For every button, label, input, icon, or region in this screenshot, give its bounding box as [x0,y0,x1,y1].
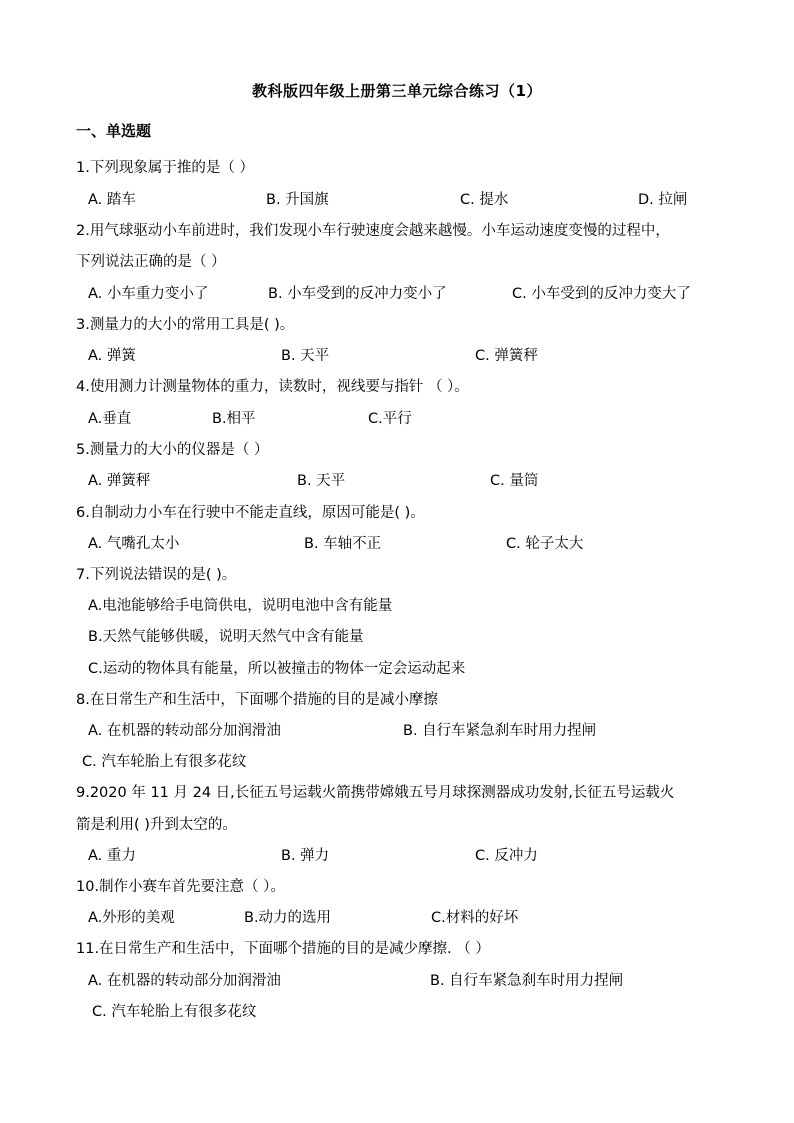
question-3-option-a: A. 弹簧 [88,348,136,364]
question-10-option-b: B.动力的选用 [244,910,332,926]
question-9-option-b: B. 弹力 [281,848,330,864]
question-4-option-a: A.垂直 [88,411,132,427]
question-2-option-a: A. 小车重力变小了 [88,286,209,302]
question-5-option-b: B. 天平 [297,473,346,489]
section-heading: 一、单选题 [76,122,152,140]
question-5-stem: 5.测量力的大小的仪器是（ ） [76,442,269,458]
question-6-stem: 6.自制动力小车在行驶中不能走直线，原因可能是( )。 [76,505,425,521]
question-10-stem: 10.制作小赛车首先要注意（ ）。 [76,879,285,895]
question-7-option-c: C.运动的物体具有能量，所以被撞击的物体一定会运动起来 [88,661,466,677]
question-10-option-c: C.材料的好坏 [431,910,519,926]
question-10-option-a: A.外形的美观 [88,910,175,926]
question-6-option-c: C. 轮子太大 [506,536,584,552]
question-6-option-b: B. 车轴不正 [304,536,382,552]
question-9-option-c: C. 反冲力 [475,848,538,864]
question-1-option-c: C. 提水 [460,192,509,208]
question-4-option-c: C.平行 [368,411,412,427]
question-7-option-a: A.电池能够给手电筒供电，说明电池中含有能量 [88,598,393,614]
question-5-option-c: C. 量筒 [490,473,539,489]
document-title: 教科版四年级上册第三单元综合练习（1） [252,82,542,100]
question-3-option-b: B. 天平 [281,348,330,364]
question-5-option-a: A. 弹簧秤 [88,473,151,489]
question-8-option-c: C. 汽车轮胎上有很多花纹 [82,754,247,770]
question-2-option-c: C. 小车受到的反冲力变大了 [512,286,691,302]
question-11-option-c: C. 汽车轮胎上有很多花纹 [92,1004,257,1020]
question-3-option-c: C. 弹簧秤 [475,348,538,364]
question-1-option-a: A. 踏车 [88,192,136,208]
question-9-stem-line-2: 箭是利用( )升到太空的。 [76,817,237,833]
question-11-stem: 11.在日常生产和生活中，下面哪个措施的目的是减少摩擦. （ ） [76,941,490,957]
question-11-option-a: A. 在机器的转动部分加润滑油 [88,973,281,989]
question-1-option-b: B. 升国旗 [266,192,329,208]
question-11-option-b: B. 自行车紧急刹车时用力捏闸 [430,973,624,989]
question-2-option-b: B. 小车受到的反冲力变小了 [268,286,447,302]
question-4-option-b: B.相平 [212,411,256,427]
question-1-stem: 1.下列现象属于推的是（ ） [76,160,254,176]
question-4-stem: 4.使用测力计测量物体的重力，读数时，视线要与指针 （ ）。 [76,379,469,395]
question-3-stem: 3.测量力的大小的常用工具是( )。 [76,317,295,333]
question-2-stem-line-1: 2.用气球驱动小车前进时，我们发现小车行驶速度会越来越慢。小车运动速度变慢的过程中， [76,223,670,239]
question-9-stem-line-1: 9.2020 年 11 月 24 日,长征五号运载火箭携带嫦娥五号月球探测器成功发射,长征五号运载火 [76,785,675,801]
question-7-stem: 7.下列说法错误的是( )。 [76,567,237,583]
question-1-option-d: D. 拉闸 [638,192,688,208]
question-8-stem: 8.在日常生产和生活中，下面哪个措施的目的是减小摩擦 [76,692,438,708]
question-7-option-b: B.天然气能够供暖，说明天然气中含有能量 [88,629,364,645]
question-8-option-b: B. 自行车紧急刹车时用力捏闸 [403,723,597,739]
question-8-option-a: A. 在机器的转动部分加润滑油 [88,723,281,739]
question-9-option-a: A. 重力 [88,848,136,864]
question-2-stem-line-2: 下列说法正确的是（ ） [76,254,226,270]
question-6-option-a: A. 气嘴孔太小 [88,536,180,552]
